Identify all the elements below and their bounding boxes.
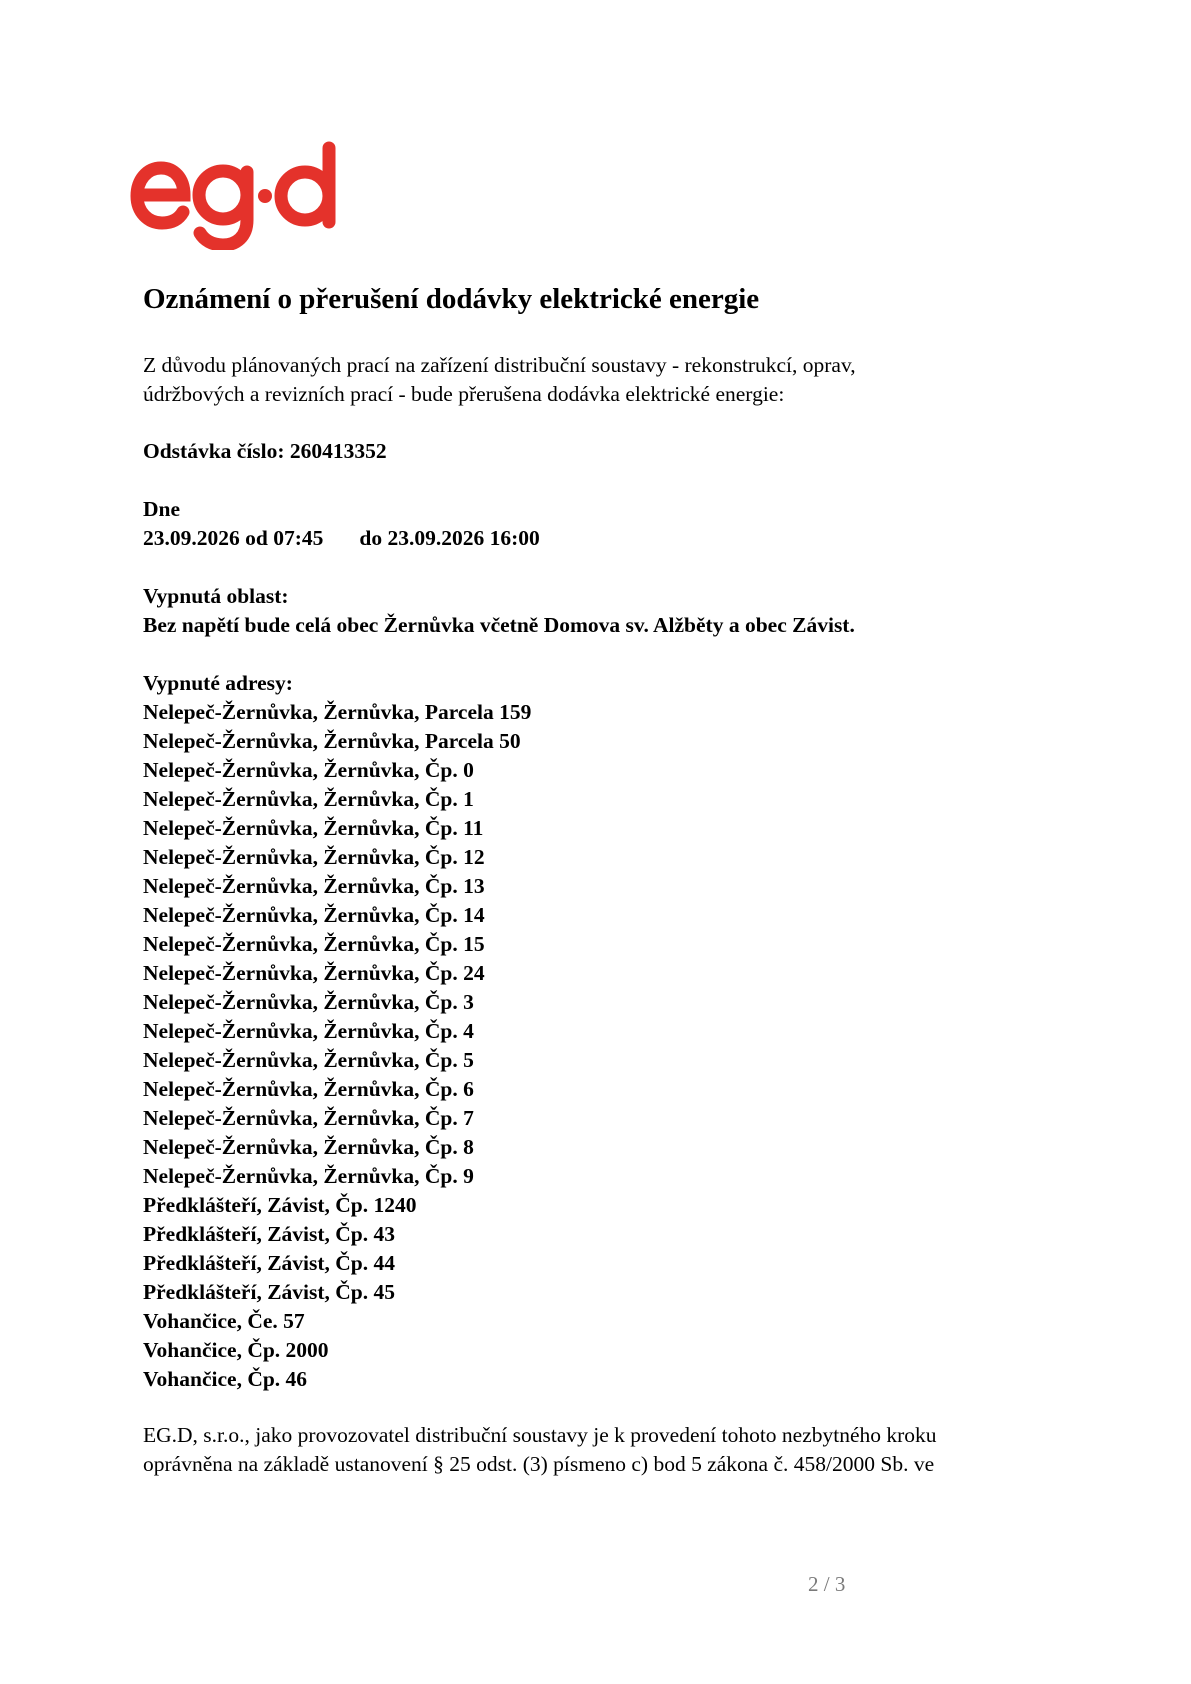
egd-logo-graphic xyxy=(128,140,348,250)
date-from: 23.09.2026 od 07:45 xyxy=(143,526,324,550)
addresses-label: Vypnuté adresy: xyxy=(143,671,293,695)
address-item: Nelepeč-Žernůvka, Žernůvka, Čp. 7 xyxy=(143,1106,474,1130)
date-to: do 23.09.2026 16:00 xyxy=(359,526,540,550)
area-description: Bez napětí bude celá obec Žernůvka včetně Domova sv. Alžběty a obec Závist. xyxy=(143,613,855,637)
address-item: Nelepeč-Žernůvka, Žernůvka, Čp. 14 xyxy=(143,903,485,927)
address-item: Předklášteří, Závist, Čp. 1240 xyxy=(143,1193,417,1217)
address-item: Nelepeč-Žernůvka, Žernůvka, Čp. 15 xyxy=(143,932,485,956)
outage-number: Odstávka číslo: 260413352 xyxy=(143,439,387,463)
area-label: Vypnutá oblast: xyxy=(143,584,289,608)
intro-line: údržbových a revizních prací - bude přerušena dodávka elektrické energie: xyxy=(143,382,785,406)
address-item: Předklášteří, Závist, Čp. 43 xyxy=(143,1222,396,1246)
address-item: Vohančice, Če. 57 xyxy=(143,1309,305,1333)
address-item: Nelepeč-Žernůvka, Žernůvka, Čp. 3 xyxy=(143,990,474,1014)
address-item: Vohančice, Čp. 46 xyxy=(143,1367,308,1391)
legal-line: oprávněna na základě ustanovení § 25 odst. (3) písmeno c) bod 5 zákona č. 458/2000 Sb. ve xyxy=(143,1452,935,1476)
address-item: Nelepeč-Žernůvka, Žernůvka, Čp. 5 xyxy=(143,1048,474,1072)
address-item: Nelepeč-Žernůvka, Žernůvka, Čp. 24 xyxy=(143,961,485,985)
address-item: Předklášteří, Závist, Čp. 45 xyxy=(143,1280,396,1304)
address-item: Vohančice, Čp. 2000 xyxy=(143,1338,329,1362)
address-item: Nelepeč-Žernůvka, Žernůvka, Čp. 4 xyxy=(143,1019,474,1043)
page-number: 2 / 3 xyxy=(808,1572,846,1596)
address-item: Nelepeč-Žernůvka, Žernůvka, Parcela 50 xyxy=(143,729,521,753)
intro-paragraph xyxy=(143,351,1083,409)
egd-logo xyxy=(128,140,348,250)
address-item: Předklášteří, Závist, Čp. 44 xyxy=(143,1251,396,1275)
legal-paragraph xyxy=(143,1421,1083,1479)
legal-line: EG.D, s.r.o., jako provozovatel distribuční soustavy je k provedení tohoto nezbytného kroku xyxy=(143,1423,937,1447)
address-item: Nelepeč-Žernůvka, Žernůvka, Čp. 0 xyxy=(143,758,474,782)
address-item: Nelepeč-Žernůvka, Žernůvka, Čp. 13 xyxy=(143,874,485,898)
intro-line: Z důvodu plánovaných prací na zařízení distribuční soustavy - rekonstrukcí, oprav, xyxy=(143,353,856,377)
address-item: Nelepeč-Žernůvka, Žernůvka, Čp. 12 xyxy=(143,845,485,869)
date-label: Dne xyxy=(143,497,181,521)
page-title: Oznámení o přerušení dodávky elektrické energie xyxy=(143,283,760,315)
address-item: Nelepeč-Žernůvka, Žernůvka, Čp. 1 xyxy=(143,787,474,811)
address-list xyxy=(143,698,531,1394)
address-item: Nelepeč-Žernůvka, Žernůvka, Čp. 9 xyxy=(143,1164,474,1188)
date-range xyxy=(143,524,540,553)
address-item: Nelepeč-Žernůvka, Žernůvka, Čp. 11 xyxy=(143,816,484,840)
address-item: Nelepeč-Žernůvka, Žernůvka, Čp. 6 xyxy=(143,1077,474,1101)
address-item: Nelepeč-Žernůvka, Žernůvka, Čp. 8 xyxy=(143,1135,474,1159)
address-item: Nelepeč-Žernůvka, Žernůvka, Parcela 159 xyxy=(143,700,532,724)
